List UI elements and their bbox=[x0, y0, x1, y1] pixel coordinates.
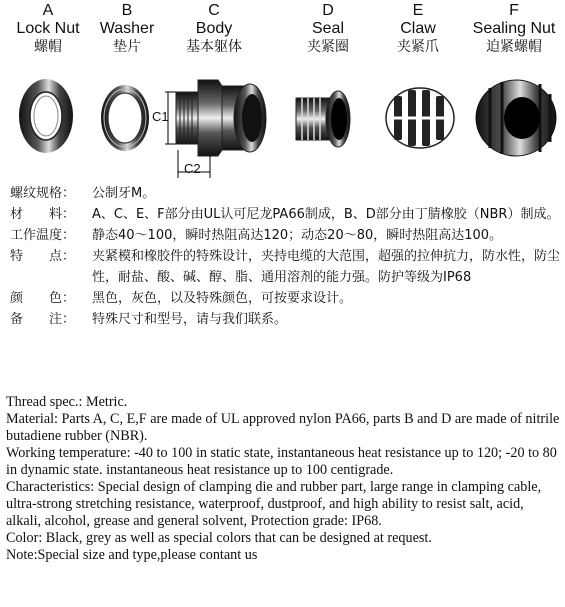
spec-temperature-en: Working temperature: -40 to 100 in static state, instantaneous heat resistance up to 120; -20 to 80 in dynamic state. instantaneous heat resistance up to 100 centigrade. bbox=[6, 445, 557, 478]
part-letter: A bbox=[42, 2, 54, 19]
spec-row-material bbox=[10, 204, 560, 225]
spec-label: 工作温度： bbox=[10, 228, 76, 243]
parts-header bbox=[0, 0, 565, 186]
part-name-en: Washer bbox=[99, 20, 155, 37]
washer-icon bbox=[101, 85, 149, 151]
part-c bbox=[166, 2, 262, 56]
spec-label: 螺纹规格： bbox=[10, 186, 76, 201]
spec-characteristics-en: Characteristics: Special design of clamping die and rubber part, large range in clamping cable, ultra-strong stretching resistance, waterproof, dustproof, and high ability to resist salt, acid, alkali, alcohol, grease and general solvent, Protection grade: IP68. bbox=[6, 479, 542, 529]
seal-icon bbox=[296, 91, 350, 147]
part-name-cn: 基本躯体 bbox=[186, 39, 242, 55]
part-letter: E bbox=[412, 2, 424, 19]
sealing-nut-icon bbox=[476, 80, 556, 156]
dimension-c2-label: C2 bbox=[184, 161, 201, 176]
spec-row-thread bbox=[10, 183, 560, 204]
part-name-cn: 夹紧爪 bbox=[397, 39, 439, 55]
spec-value: 特殊尺寸和型号，请与我们联系。 bbox=[92, 312, 288, 327]
spec-row-temperature bbox=[10, 225, 560, 246]
part-name-cn: 螺帽 bbox=[34, 39, 62, 55]
part-name-en: Sealing Nut bbox=[472, 20, 556, 37]
spec-row-features bbox=[10, 246, 560, 288]
part-b bbox=[79, 2, 175, 56]
part-letter: C bbox=[208, 2, 220, 19]
spec-value: 夹紧模和橡胶件的特殊设计，夹持电缆的大范围，超强的拉伸抗力，防水性，防尘性，耐盐、酸、碱、醇、脂、通用溶剂的能力强。防护等级为IP68 bbox=[92, 249, 561, 285]
body-icon bbox=[165, 80, 266, 178]
spec-value: A、C、E、F部分由UL认可尼龙PA66制成，B、D部分由丁腈橡胶（NBR）制成。 bbox=[92, 207, 560, 222]
part-letter: B bbox=[121, 2, 133, 19]
part-letter: F bbox=[509, 2, 519, 19]
part-d bbox=[280, 2, 376, 56]
lock-nut-icon bbox=[19, 79, 73, 153]
part-f bbox=[466, 2, 562, 56]
spec-material-en: Material: Parts A, C, E,F are made of UL approved nylon PA66, parts B and D are made of nitrile butadiene rubber (NBR). bbox=[6, 411, 560, 444]
part-name-en: Body bbox=[195, 20, 233, 37]
spec-value: 静态40～100，瞬时热阻高达120；动态20～80，瞬时热阻高达100。 bbox=[92, 228, 503, 243]
part-name-cn: 迫紧螺帽 bbox=[486, 39, 542, 55]
spec-label: 特 点： bbox=[10, 249, 76, 264]
spec-label: 材 料： bbox=[10, 207, 76, 222]
spec-value: 黑色，灰色，以及特殊颜色，可按要求设计。 bbox=[92, 291, 353, 306]
spec-label: 颜 色： bbox=[10, 291, 76, 306]
part-name-cn: 夹紧圈 bbox=[307, 39, 349, 55]
part-e bbox=[370, 2, 466, 56]
part-name-en: Seal bbox=[311, 20, 345, 37]
spec-row-color bbox=[10, 288, 560, 309]
spec-note-en: Note:Special size and type,please contant us bbox=[6, 547, 258, 563]
spec-color-en: Color: Black, grey as well as special colors that can be designed at request. bbox=[6, 530, 432, 546]
claw-icon bbox=[386, 88, 454, 148]
dimension-c1-label: C1 bbox=[152, 109, 169, 124]
spec-value: 公制牙M。 bbox=[92, 186, 156, 201]
spec-row-note bbox=[10, 309, 560, 330]
part-letter: D bbox=[322, 2, 334, 19]
spec-thread-en: Thread spec.: Metric. bbox=[6, 394, 128, 410]
part-name-en: Lock Nut bbox=[16, 20, 80, 37]
specs-english bbox=[6, 394, 562, 564]
specs-chinese bbox=[10, 183, 560, 330]
spec-label: 备 注： bbox=[10, 312, 76, 327]
part-name-en: Claw bbox=[400, 20, 436, 37]
part-name-cn: 垫片 bbox=[113, 39, 141, 55]
